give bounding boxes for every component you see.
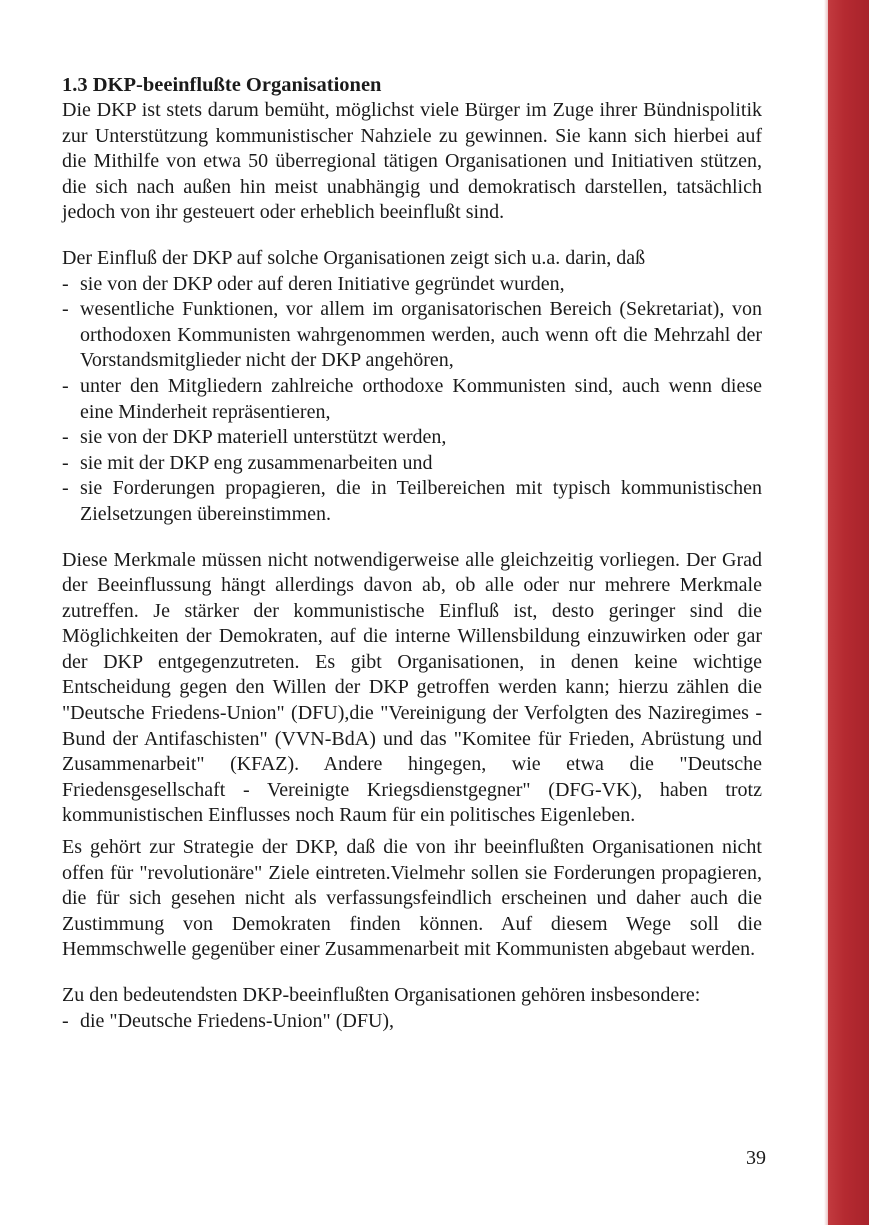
list-item-text: sie Forderungen propagieren, die in Teilbereichen mit typisch kommunistischen Zielsetzungen übereinstimmen. bbox=[80, 477, 762, 525]
page-content bbox=[62, 72, 762, 1034]
list-item bbox=[62, 272, 762, 298]
dash-bullet: - bbox=[62, 477, 69, 500]
paragraph-criteria-intro: Der Einfluß der DKP auf solche Organisationen zeigt sich u.a. darin, daß bbox=[62, 246, 646, 269]
spacer bbox=[62, 528, 762, 548]
list-item-text: unter den Mitgliedern zahlreiche orthodoxe Kommunisten sind, auch wenn diese eine Minderheit repräsentieren, bbox=[80, 374, 762, 423]
list-item-text: sie von der DKP oder auf deren Initiative gegründet wurden, bbox=[80, 272, 565, 295]
section-heading: 1.3 DKP-beeinflußte Organisationen bbox=[62, 74, 382, 96]
list-item bbox=[62, 297, 762, 374]
paragraph-organizations-intro: Zu den bedeutendsten DKP-beeinflußten Organisationen gehören insbesondere: bbox=[62, 984, 701, 1006]
list-item-text: sie von der DKP materiell unterstützt werden, bbox=[80, 426, 447, 449]
list-item bbox=[62, 374, 762, 425]
dash-bullet: - bbox=[62, 426, 69, 449]
criteria-list bbox=[62, 272, 762, 528]
list-item-text: die "Deutsche Friedens-Union" (DFU), bbox=[80, 1009, 395, 1032]
paragraph-intro: Die DKP ist stets darum bemüht, möglichst viele Bürger im Zuge ihrer Bündnispolitik zur Unterstützung kommunistischer Nahziele zu gewinnen. Sie kann sich hierbei auf die Mithilfe von etwa 50 überregional tätigen Organisationen und Initiativen stützen, die sich nach außen hin meist unabhängig und demokratisch darstellen, tatsächlich jedoch von ihr gesteuert oder erheblich beeinflußt sind. bbox=[62, 99, 762, 224]
list-item-text: wesentliche Funktionen, vor allem im organisatorischen Bereich (Sekretariat), von orthodoxen Kommunisten wahrgenommen werden, auch wenn oft die Mehrzahl der Vorstandsmitglieder nicht der DKP angehören, bbox=[80, 298, 762, 372]
page-number: 39 bbox=[746, 1147, 766, 1169]
list-item bbox=[62, 451, 762, 477]
dash-bullet: - bbox=[62, 298, 69, 321]
red-margin-band bbox=[828, 0, 869, 1225]
spacer bbox=[62, 226, 762, 246]
list-item bbox=[62, 425, 762, 451]
paragraph-influence: Diese Merkmale müssen nicht notwendigerweise alle gleichzeitig vorliegen. Der Grad der Beeinflussung hängt allerdings davon ab, ob alle oder nur mehrere Merkmale zutreffen. Je stärker der kommunistische Einfluß ist, desto geringer sind die Möglichkeiten der Demokraten, auf die interne Willensbildung einzuwirken oder gar der DKP entgegenzutreten. Es gibt Organisationen, in denen keine wichtige Entscheidung gegen den Willen der DKP getroffen werden kann; hierzu zählen die "Deutsche Friedens-Union" (DFU),die "Vereinigung der Verfolgten des Naziregimes - Bund der Antifaschisten" (VVN-BdA) und das "Komitee für Frieden, Abrüstung und Zusammenarbeit" (KFAZ). Andere hingegen, wie etwa die "Deutsche Friedensgesellschaft - Vereinigte Kriegsdienstgegner" (DFG-VK), haben trotz kommunistischen Einflusses noch Raum für ein politisches Eigenleben. bbox=[62, 548, 762, 827]
list-item bbox=[62, 1009, 762, 1035]
list-item bbox=[62, 476, 762, 527]
list-item-text: sie mit der DKP eng zusammenarbeiten und bbox=[80, 451, 433, 474]
dash-bullet: - bbox=[62, 272, 69, 295]
dash-bullet: - bbox=[62, 374, 69, 397]
spacer bbox=[62, 963, 762, 983]
dash-bullet: - bbox=[62, 451, 69, 474]
organizations-list bbox=[62, 1009, 762, 1035]
paragraph-strategy: Es gehört zur Strategie der DKP, daß die von ihr beeinflußten Organisationen nicht offen für "revolutionäre" Ziele eintreten.Vielmehr sollen sie Forderungen propagieren, die für sich gesehen nicht als verfassungsfeindlich erscheinen und daher auch die Zustimmung von Demokraten finden können. Auf diesem Wege soll die Hemmschwelle gegenüber einer Zusammenarbeit mit Kommunisten abgebaut werden. bbox=[62, 836, 762, 961]
dash-bullet: - bbox=[62, 1009, 69, 1032]
